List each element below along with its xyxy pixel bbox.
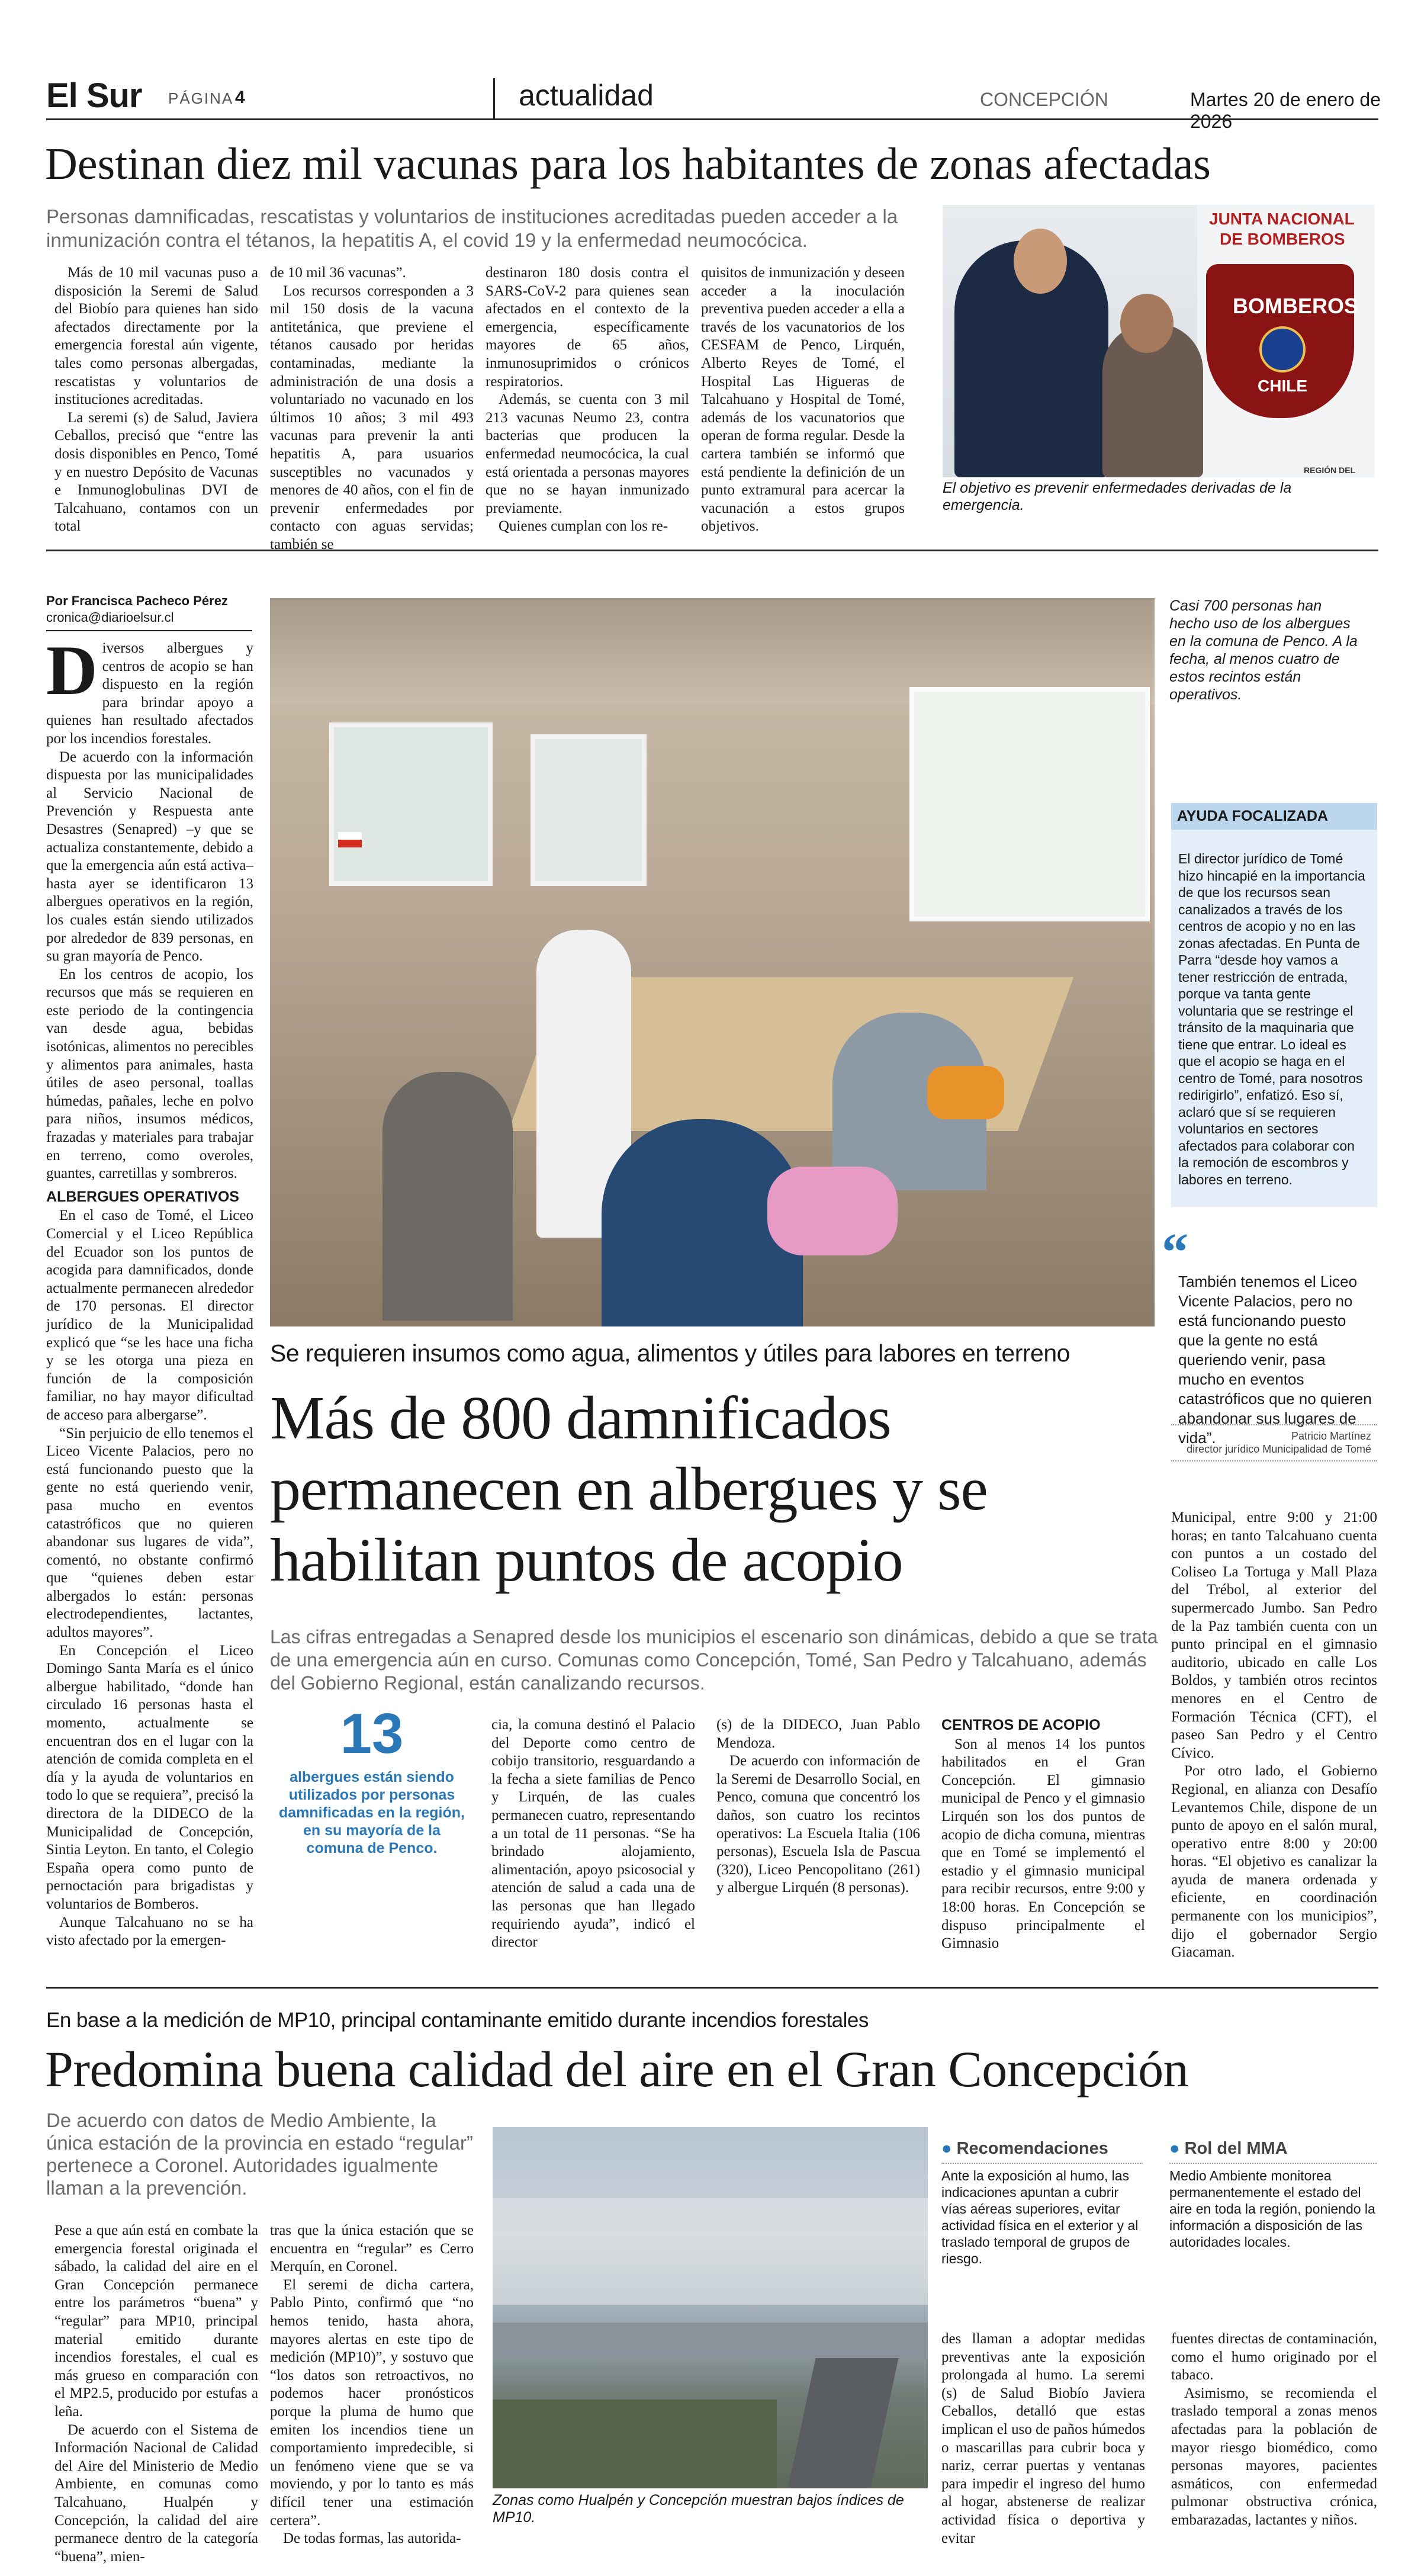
issue-date: Martes 20 de enero de 2026 [1190,89,1381,132]
article1-col1 [54,264,258,536]
pull-quote: También tenemos el Liceo Vicente Palacios, pero no está funcionando puesto que la gente no está queriendo venir, pasa mucho en eventos catastróficos que no quieren abandonar sus lugares de vida”. [1178,1273,1372,1447]
paragraph: de 10 mil 36 vacunas”. [270,265,406,281]
badge-text: CHILE [1258,377,1307,395]
sign-text: JUNTA NACIONAL [1209,210,1355,228]
article1-title: Destinan diez mil vacunas para los habitantes de zonas afectadas [45,139,1211,189]
paragraph: Quienes cumplan con los re- [499,518,668,535]
badge-text: BOMBEROS [1233,294,1359,318]
paragraph: tras que la única estación que se encuentra en “regular” es Cerro Merquín, en Coronel. [270,2222,474,2275]
paragraph: (s) de la DIDECO, Juan Pablo Mendoza. [716,1717,920,1751]
highway [785,2358,898,2488]
sidebar-title: AYUDA FOCALIZADA [1171,803,1377,830]
photo-window [909,687,1150,921]
article2-col3 [491,1716,695,1952]
page-label: PÁGINA [168,89,234,107]
paragraph: En los centros de acopio, los recursos que más se requieren en este periodo de la contingencia van desde agua, bebidas isotónicas, alimentos no perecibles y alimentos para animales, hasta útiles de aseo personal, toallas húmedas, pañales, leche en polvo para niños, insumos médicos, frazadas y materiales para trabajar en terreno, como overoles, guantes, carretillas y sombreros. [46,966,253,1182]
paragraph: destinaron 180 dosis contra el SARS-CoV-2 para quienes sean afectados en el contexto de la emergencia, específicamente mayores de 65 años, inmunosuprimidos o crónicos respiratorios. [486,265,689,390]
paragraph: Aunque Talcahuano no se ha visto afectado por la emergen- [46,1914,253,1949]
paragraph: “Sin perjuicio de ello tenemos el Liceo Vicente Palacios, pero no está funcionando puesto que la gente no está queriendo venir, pasa mucho en eventos catastróficos que no quieren abandonar sus lugares de vida”, comentó, no obstante confirmó que “quienes deben estar albergados lo están: personas electrodependientes, lactantes, adultos mayores”. [46,1425,253,1641]
person-figure [382,1072,513,1321]
quote-role: director jurídico Municipalidad de Tomé [1187,1443,1371,1455]
article2-email: cronica@diarioelsur.cl [46,610,174,625]
stat-number: 13 [340,1702,404,1765]
article2-col1 [46,631,253,1950]
orange-bag [927,1066,1004,1119]
city-label: CONCEPCIÓN [980,89,1108,110]
paragraph: Son al menos 14 los puntos habilitados en el Gran Concepción. El gimnasio municipal de Penco y el gimnasio Lirquén son los dos puntos de acopio de dicha comuna, mientras que en Tomé se implementó el estadio y el gimnasio municipal para recibir recursos, entre 9:00 y 18:00 horas. En Concepción se dispuso principalmente el Gimnasio [941,1736,1145,1952]
smoke-haze [493,2198,928,2305]
article2-col4 [716,1716,920,1897]
article1-lead: Personas damnificadas, rescatistas y voluntarios de instituciones acreditadas pueden acceder a la inmunización contra el tétanos, la hepatitis A, el covid 19 y la enfermedad neumocócica. [46,205,898,251]
header-rule [46,118,1378,120]
paragraph: fuentes directas de contaminación, como el humo originado por el tabaco. [1171,2331,1377,2384]
box-rol-mma-text: Medio Ambiente monitorea permanentemente el estado del aire en toda la región, poniendo la información a disposición de las autoridades locales. [1169,2168,1375,2250]
paragraph: Además, se cuenta con 3 mil 213 vacunas Neumo 23, contra bacterias que producen la enfermedad neumocócica, la cual está orientada a personas mayores que no se hayan inmunizado previamente. [486,391,689,516]
paragraph: cia, la comuna destinó el Palacio del Deporte como centro de cobijo transitorio, resguardando a la fecha a siete familias de Penco y Lirquén, de las cuales permanecen cuatro, representando a un total de 11 personas. “Se ha brindado alojamiento, alimentación, apoyo psicosocial y atención de salud a cada una de las personas que han llegado requiriendo ayuda”, indicó el director [491,1717,695,1951]
masthead-brand: El Sur [46,76,142,115]
paragraph: En el caso de Tomé, el Liceo Comercial y el Liceo República del Ecuador son los puntos de acogida para damnificados, donde actualmente permanecen alrededor de 170 personas. El director jurídico de la Municipalidad explicó que “se les hace una ficha y se les otorga una pieza en función de la composición familiar, no hay mayor dificultad de acceso para albergarse”. [46,1207,253,1423]
sign-text: DE BOMBEROS [1220,230,1345,248]
article2-col6 [1171,1509,1377,1962]
paragraph: Más de 10 mil vacunas puso a disposición la Seremi de Salud del Biobío para quienes han sido afectados directamente por la emergencia forestal aún vigente, tales como personas albergadas, rescatistas y voluntarios de instituciones acreditadas. [54,265,258,408]
paragraph: Asimismo, se recomienda el traslado temporal a zonas menos afectadas para la población de mayor riesgo biomédico, como personas mayores, pacientes asmáticos, con enfermedad pulmonar obstructiva crónica, embarazadas, lactantes y niños. [1171,2385,1377,2528]
paragraph: El seremi de dicha cartera, Pablo Pinto, confirmó que “no hemos tenido, hasta ahora, mayores alertas en este tipo de medición (MP10)”, y sostuvo que “los datos son retroactivos, no podemos hacer pronósticos porque la pluma de humo que emiten los incendios tiene un comportamiento impredecible, si un fenómeno viene que se va moviendo, y por lo tanto es más difícil tener una estimación certera”. [270,2276,474,2529]
paragraph: Pese a que aún está en combate la emergencia forestal originada el sábado, la calidad del aire en el Gran Concepción permanece entre los parámetros “buena” y “regular” para MP10, principal material emitido durante incendios forestales, el cual es más grueso en comparación con el MP2.5, producido por estufas a leña. [54,2222,258,2420]
stat-text: albergues están siendo utilizados por personas damnificadas en la región, en su mayoría de la comuna de Penco. [279,1769,465,1856]
header-divider [493,78,495,118]
article1-col3 [486,264,689,536]
photo-window [531,734,647,886]
box-rule [1169,2163,1377,2164]
subhead: ALBERGUES OPERATIVOS [46,1188,239,1205]
photo-window [329,722,493,886]
city-skyline [493,2323,928,2358]
paragraph: De acuerdo con información de la Seremi de Desarrollo Social, en Penco, comuna que concentró los daños, son cuatro los recintos operativos: La Escuela Italia (106 personas), Escuela Isla de Pascua (320), Liceo Pencopolitano (261) y albergue Lirquén (8 personas). [716,1753,920,1896]
article3-col4 [1171,2330,1377,2530]
paragraph: La seremi (s) de Salud, Javiera Ceballos, precisó que “entre las dosis disponibles en Penco, Tomé y en nuestro Depósito de Vacunas e Inmunoglobulinas DVI de Talcahuano, contamos con un total [54,409,258,535]
paragraph: Los recursos corresponden a 3 mil 150 dosis de la vacuna antitetánica, que previene el tétanos causado por heridas contaminadas, mediante la administración de una dosis a voluntariado no vacunado en los últimos 10 años; 3 mil 493 vacunas para prevenir la anti hepatitis A, para usuarios susceptibles no vacunados y menores de 40 años, con el fin de prevenir enfermedades por contacto con aguas servidas; también se [270,282,474,553]
subhead: CENTROS DE ACOPIO [941,1717,1101,1733]
article3-col1 [54,2222,258,2566]
flag-chile [338,832,362,847]
paragraph: Por otro lado, el Gobierno Regional, en alianza con Desafío Levantemos Chile, dispone de un punto de apoyo en el salón mural, operativo entre 8:00 y 20:00 horas. “El objetivo es canalizar la ayuda de manera ordenada y eficiente, en coordinación permanente con los municipios”, dijo el gobernador Sergio Giacaman. [1171,1763,1377,1961]
drop-cap: D [46,631,98,709]
sign-text: REGIÓN DEL [1304,465,1356,475]
article3-title: Predomina buena calidad del aire en el Gran Concepción [45,2041,1189,2098]
article1-col2 [270,264,474,554]
article1-col4 [701,264,905,536]
pink-blanket [767,1167,898,1255]
paragraph: De acuerdo con la información dispuesta por las municipalidades al Servicio Nacional de Prevención y Respuesta ante Desastres (Senapred) –y que se actualiza constantemente, debido a que la emergencia aún está activa– hasta ayer se identificaron 13 albergues operativos en la región, los cuales están siendo utilizados por alrededor de 839 personas, en su gran mayoría de Penco. [46,749,253,965]
article2-title: Más de 800 damnificados permanecen en albergues y se habilitan puntos de acopio [270,1384,988,1594]
article3-col3 [941,2330,1145,2548]
nurse-head [1014,229,1067,294]
sidebar-text: El director jurídico de Tomé hizo hincapié en la importancia de que los recursos sean canalizados a través de los centros de acopio y no en las zonas afectadas. En Punta de Parra “desde hoy vamos a tener restricción de entrada, porque va tanta gente voluntaria que se restringe el tránsito de la maquinaria que tiene que entrar. Lo ideal es que el acopio se haga en el centro de Tomé, para nosotros redirigirlo”, enfatizó. Eso sí, aclaró que sí se requieren voluntarios en sectores afectados para colaborar con la remoción de escombros y labores en terreno. [1178,851,1365,1187]
article3-photo-caption: Zonas como Hualpén y Concepción muestran bajos índices de MP10. [493,2492,904,2526]
shelter-photo [270,598,1155,1326]
article2-lead: Las cifras entregadas a Senapred desde los municipios el escenario son dinámicas, debido a que se trata de una emergencia aún en curso. Comunas como Concepción, Tomé, San Pedro y Talcahuano, además del Gobierno Regional, están canalizando recursos. [270,1626,1158,1694]
article3-lead: De acuerdo con datos de Medio Ambiente, la única estación de la provincia en estado “regular” pertenece a Coronel. Autoridades igualmente llaman a la prevención. [46,2109,473,2199]
box-recomendaciones-title: ● Recomendaciones [941,2139,1108,2158]
quote-author: Patricio Martínez [1291,1430,1371,1442]
article3-kicker: En base a la medición de MP10, principal contaminante emitido durante incendios forestales [46,2009,869,2032]
box-rule [941,2163,1143,2164]
sidebar-ayuda-focalizada [1171,803,1377,1207]
paragraph: De acuerdo con el Sistema de Información Nacional de Calidad del Aire del Ministerio de Medio Ambiente, en comunas como Talcahuano, Hualpén y Concepción, la calidad del aire permanece dentro de la categoría “buena”, mien- [54,2421,258,2565]
article2-col5 [941,1716,1145,1953]
box-recomendaciones-text: Ante la exposición al humo, las indicaciones apuntan a cubrir vías aéreas superiores, evitar actividad física en el exterior y al traslado temporal de grupos de riesgo. [941,2168,1139,2266]
quote-rule [1171,1460,1377,1462]
section-divider [46,1987,1378,1989]
patient-head [1120,294,1174,353]
paragraph: Municipal, entre 9:00 y 21:00 horas; en tanto Talcahuano cuenta con puntos a un costado del Coliseo La Tortuga y Mall Plaza del Trébol, al exterior del supermercado Jumbo. San Pedro de la Paz también cuenta con un punto principal en el gimnasio auditorio, ubicado en calle Los Boldos, y también otros recintos menores en el Centro de Formación Técnica (CFT), el paseo San Pedro y el Centro Cívico. [1171,1509,1377,1761]
green-area [493,2400,777,2488]
article1-photo-caption: El objetivo es prevenir enfermedades derivadas de la emergencia. [943,480,1292,513]
article2-photo-caption: Casi 700 personas han hecho uso de los albergues en la comuna de Penco. A la fecha, al menos cuatro de estos recintos están operativos. [1169,598,1358,703]
paragraph: des llaman a adoptar medidas preventivas ante la exposición prolongada al humo. La seremi (s) de Salud Biobío Javiera Ceballos, detalló que estas implican el uso de paños húmedos o mascarillas para cubrir boca y nariz, cerrar puertas y ventanas para impedir el ingreso del humo al hogar, abstenerse de realizar actividad física o deportiva y evitar [941,2331,1145,2546]
vaccination-photo [943,205,1375,477]
paragraph: De todas formas, las autorida- [283,2530,461,2547]
section-name: actualidad [519,79,654,112]
paragraph: quisitos de inmunización y deseen acceder a la inoculación preventiva pueden acceder a ella a través de los vacunatorios de los CESFAM de Penco, Lirquén, Alberto Reyes de Tomé, el Hospital Las Higueras de Talcahuano y Hospital de Tomé, además de los vacunatorios que operan de forma regular. Desde la cartera también se informó que está pendiente la definición de un punto extramural para acercar la vacunación a estos grupos objetivos. [701,265,905,535]
page-number: 4 [235,88,245,107]
section-divider [46,550,1378,551]
box-rol-mma-title: ● Rol del MMA [1169,2139,1288,2158]
article2-byline: Por Francisca Pacheco Pérez [46,593,228,608]
city-aerial-photo [493,2127,928,2488]
quote-mark: “ [1162,1223,1188,1281]
article3-col2 [270,2222,474,2548]
paragraph: En Concepción el Liceo Domingo Santa María es el único albergue habilitado, “donde han circulado 16 personas hasta el momento, actualmente se encuentran dos en el lugar con la atención de comida completa en el día y la ayuda de voluntarios en todo lo que se requiera”, precisó la directora de la DIDECO de la Municipalidad de Concepción, Sintia Leyton. En tanto, el Colegio España opera como punto de pernoctación para brigadistas y voluntarios de Bomberos. [46,1642,253,1912]
article2-kicker: Se requieren insumos como agua, alimentos y útiles para labores en terreno [270,1340,1070,1367]
paragraph: Diversos albergues y centros de acopio se han dispuesto en la región para brindar apoyo a quienes han resultado afectados por los incendios forestales. [46,631,253,747]
quote-rule [1171,1424,1377,1425]
badge-emblem [1259,326,1306,372]
